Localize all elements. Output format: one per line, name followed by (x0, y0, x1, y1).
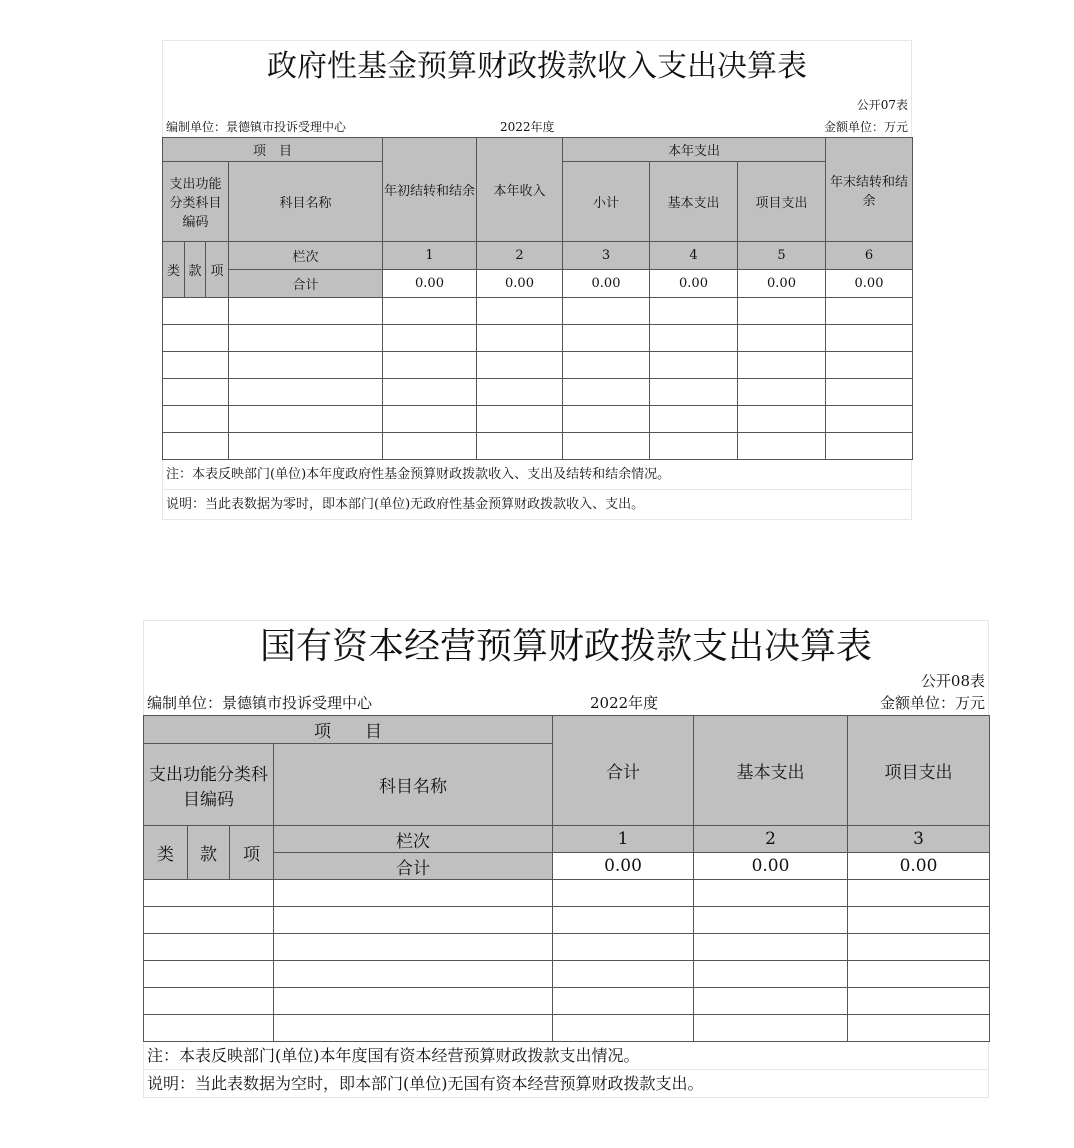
table-row (163, 352, 913, 379)
table-row (163, 325, 913, 352)
table2-col-label: 栏次 (274, 826, 553, 853)
table2-explanation: 说明：当此表数据为空时，即本部门(单位)无国有资本经营预算财政拨款支出。 (143, 1070, 989, 1098)
table1-end-balance-header: 年末结转和结余 (826, 138, 913, 242)
table1-xiang-header: 项 (206, 242, 229, 298)
table2-col-number: 2 (694, 826, 848, 853)
table1-grid (162, 137, 913, 460)
table2-note: 注：本表反映部门(单位)本年度国有资本经营预算财政拨款支出情况。 (143, 1042, 989, 1070)
table1-col-number: 5 (738, 242, 826, 270)
table1-col-number: 6 (826, 242, 913, 270)
table2-name-header: 科目名称 (274, 744, 553, 826)
table2-unit: 编制单位：景德镇市投诉受理中心 (147, 694, 373, 712)
table2-project-header: 项目支出 (848, 716, 990, 826)
table1-unit: 编制单位：景德镇市投诉受理中心 (166, 120, 347, 134)
table-row (163, 379, 913, 406)
table1-lei-header: 类 (163, 242, 185, 298)
table1-col-number: 1 (383, 242, 477, 270)
table1-code-header: 支出功能分类科目编码 (163, 162, 229, 242)
table1-year: 2022年度 (500, 120, 555, 134)
table2-form-number: 公开08表 (920, 672, 985, 690)
table2-year: 2022年度 (590, 694, 659, 712)
table1-meta-unit (162, 115, 912, 137)
table1-col-number: 4 (650, 242, 738, 270)
table1-meta-form (162, 93, 912, 115)
table2-kuan-header: 款 (188, 826, 230, 880)
table1-form-number: 公开07表 (856, 98, 908, 112)
table1-total-value: 0.00 (563, 270, 650, 298)
table1-project-header: 项目支出 (738, 162, 826, 242)
table2-title: 国有资本经营预算财政拨款支出决算表 (143, 620, 989, 671)
government-fund-table (162, 40, 912, 520)
table-row (163, 406, 913, 433)
table1-explanation: 说明：当此表数据为零时，即本部门(单位)无政府性基金预算财政拨款收入、支出。 (162, 490, 912, 520)
table1-kuan-header: 款 (185, 242, 206, 298)
table2-item-header: 项 目 (144, 716, 553, 744)
table1-total-value: 0.00 (826, 270, 913, 298)
table1-expense-group-header: 本年支出 (563, 138, 826, 162)
table2-meta-unit (143, 693, 989, 715)
table1-basic-header: 基本支出 (650, 162, 738, 242)
table2-col-number: 1 (553, 826, 694, 853)
table2-xiang-header: 项 (230, 826, 274, 880)
table1-col-number: 3 (563, 242, 650, 270)
table2-basic-header: 基本支出 (694, 716, 848, 826)
table2-total-value: 0.00 (848, 853, 990, 880)
table2-meta-form (143, 671, 989, 693)
table1-name-header: 科目名称 (229, 162, 383, 242)
table-row (144, 907, 990, 934)
table-row (144, 1015, 990, 1042)
table-row (144, 934, 990, 961)
table1-item-header: 项 目 (163, 138, 383, 162)
table1-income-header: 本年收入 (477, 138, 563, 242)
table1-begin-balance-header: 年初结转和结余 (383, 138, 477, 242)
table1-amount-unit: 金额单位：万元 (823, 120, 908, 134)
table-row (163, 298, 913, 325)
table1-note: 注：本表反映部门(单位)本年度政府性基金预算财政拨款收入、支出及结转和结余情况。 (162, 460, 912, 490)
table1-total-value: 0.00 (383, 270, 477, 298)
table1-subtotal-header: 小计 (563, 162, 650, 242)
table1-col-number: 2 (477, 242, 563, 270)
table-row (144, 988, 990, 1015)
table-row (163, 433, 913, 460)
table2-code-header: 支出功能分类科目编码 (144, 744, 274, 826)
table2-total-value: 0.00 (694, 853, 848, 880)
table1-col-label: 栏次 (229, 242, 383, 270)
table2-total-label: 合计 (274, 853, 553, 880)
table1-total-label: 合计 (229, 270, 383, 298)
table1-total-value: 0.00 (738, 270, 826, 298)
table2-amount-unit: 金额单位：万元 (879, 694, 985, 712)
table2-total-header: 合计 (553, 716, 694, 826)
table2-lei-header: 类 (144, 826, 188, 880)
table2-grid (143, 715, 990, 1042)
table-row (144, 880, 990, 907)
state-capital-table (143, 620, 989, 1098)
table1-total-value: 0.00 (650, 270, 738, 298)
table1-title: 政府性基金预算财政拨款收入支出决算表 (162, 40, 912, 93)
table-row (144, 961, 990, 988)
table2-total-value: 0.00 (553, 853, 694, 880)
table1-total-value: 0.00 (477, 270, 563, 298)
table2-col-number: 3 (848, 826, 990, 853)
